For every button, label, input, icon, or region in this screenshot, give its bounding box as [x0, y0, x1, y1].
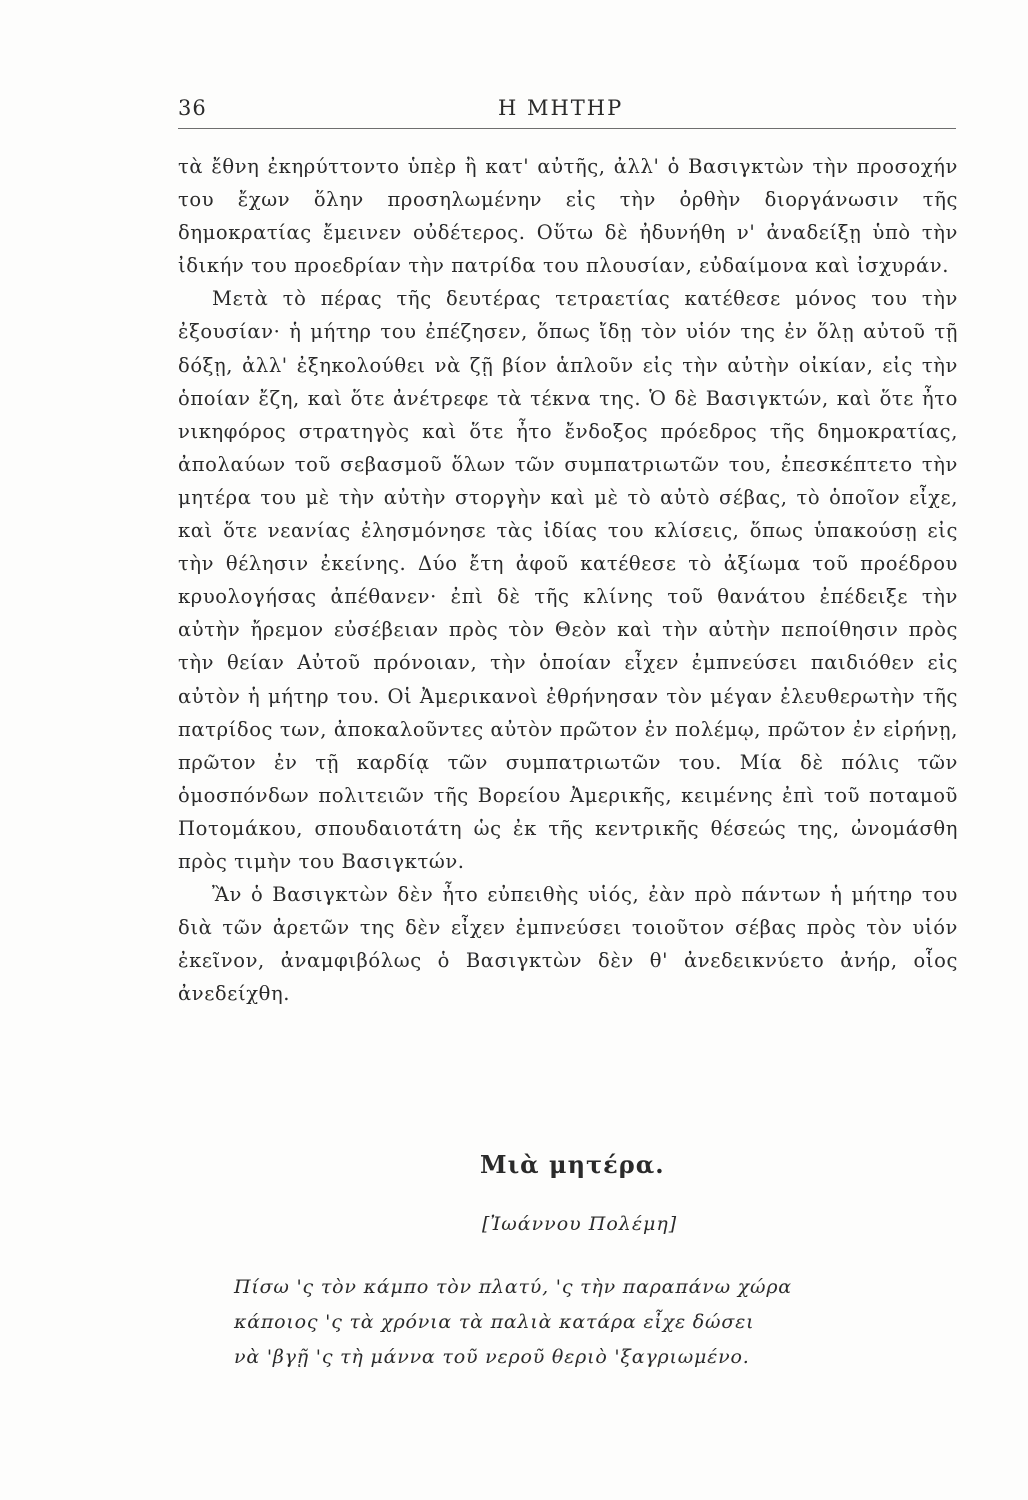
poem-line: νὰ 'βγῇ 'ς τὴ μάννα τοῦ νεροῦ θεριὸ 'ξαγριωμένο. [234, 1346, 750, 1368]
running-title: Η ΜΗΤΗΡ [498, 96, 624, 120]
body-text [178, 150, 958, 1010]
paragraph: Μετὰ τὸ πέρας τῆς δευτέρας τετραετίας κατέθεσε μόνος του τὴν ἐξουσίαν· ἡ μήτηρ του ἐπέζησεν, ὅπως ἴδῃ τὸν υἱόν της ἐν ὅλῃ αὐτοῦ τῇ δόξῃ, ἀλλ' ἐξηκολούθει νὰ ζῇ βίον ἁπλοῦν εἰς τὴν αὐτὴν οἰκίαν, εἰς τὴν ὁποίαν ἔζη, καὶ ὅτε ἀνέτρεφε τὰ τέκνα της. Ὁ δὲ Βασιγκτών, καὶ ὅτε ἦτο νικηφόρος στρατηγὸς καὶ ὅτε ἦτο ἔνδοξος πρόεδρος τῆς δημοκρατίας, ἀπολαύων τοῦ σεβασμοῦ ὅλων τῶν συμπατριωτῶν του, ἐπεσκέπτετο τὴν μητέρα του μὲ τὴν αὐτὴν στοργὴν καὶ μὲ τὸ αὐτὸ σέβας, τὸ ὁποῖον εἶχε, καὶ ὅτε νεανίας ἐλησμόνησε τὰς ἰδίας του κλίσεις, ὅπως ὑπακούσῃ εἰς τὴν θέλησιν ἐκείνης. Δύο ἔτη ἀφοῦ κατέθεσε τὸ ἀξίωμα τοῦ προέδρου κρυολογήσας ἀπέθανεν· ἐπὶ δὲ τῆς κλίνης τοῦ θανάτου ἐπέδειξε τὴν αὐτὴν ἤρεμον εὐσέβειαν πρὸς τὸν Θεὸν καὶ τὴν αὐτὴν πεποίθησιν πρὸς τὴν θείαν Αὐτοῦ πρόνοιαν, τὴν ὁποίαν εἶχεν ἐμπνεύσει παιδιόθεν εἰς αὐτὸν ἡ μήτηρ του. Οἱ Ἀμερικανοὶ ἐθρήνησαν τὸν μέγαν ἐλευθερωτὴν τῆς πατρίδος των, ἀποκαλοῦντες αὐτὸν πρῶτον ἐν πολέμῳ, πρῶτον ἐν εἰρήνῃ, πρῶτον ἐν τῇ καρδίᾳ τῶν συμπατριωτῶν του. Μία δὲ πόλις τῶν ὁμοσπόνδων πολιτειῶν τῆς Βορείου Ἀμερικῆς, κειμένης ἐπὶ τοῦ ποταμοῦ Ποτομάκου, σπουδαιοτάτη ὡς ἐκ τῆς κεντρικῆς θέσεώς της, ὠνομάσθη πρὸς τιμὴν του Βασιγκτών. [178, 287, 958, 873]
page-header [178, 96, 956, 129]
poem [234, 1270, 934, 1375]
page-number: 36 [178, 96, 207, 120]
section-title: Μιὰ μητέρα. [480, 1150, 665, 1179]
poem-line: κάποιος 'ς τὰ χρόνια τὰ παλιὰ κατάρα εἶχε δώσει [234, 1311, 755, 1333]
poem-line: Πίσω 'ς τὸν κάμπο τὸν πλατύ, 'ς τὴν παραπάνω χώρα [234, 1276, 792, 1298]
paragraph: Ἂν ὁ Βασιγκτὼν δὲν ἦτο εὐπειθὴς υἱός, ἐὰν πρὸ πάντων ἡ μήτηρ του διὰ τῶν ἀρετῶν της δὲν εἶχεν ἐμπνεύσει τοιοῦτον σέβας πρὸς τὸν υἱόν ἐκεῖνον, ἀναμφιβόλως ὁ Βασιγκτὼν δὲν θ' ἀνεδεικνύετο ἀνήρ, οἷος ἀνεδείχθη. [178, 883, 958, 1006]
paragraph: τὰ ἔθνη ἐκηρύττοντο ὑπὲρ ἢ κατ' αὐτῆς, ἀλλ' ὁ Βασιγκτὼν τὴν προσοχήν του ἔχων ὅλην προσηλωμένην εἰς τὴν ὀρθὴν διοργάνωσιν τῆς δημοκρατίας ἔμεινεν οὐδέτερος. Οὕτω δὲ ἠδυνήθη ν' ἀναδείξῃ ὑπὸ τὴν ἰδικήν του προεδρίαν τὴν πατρίδα του πλουσίαν, εὐδαίμονα καὶ ἰσχυράν. [178, 155, 958, 278]
author-attribution: [Ἰωάννου Πολέμη] [482, 1213, 678, 1235]
